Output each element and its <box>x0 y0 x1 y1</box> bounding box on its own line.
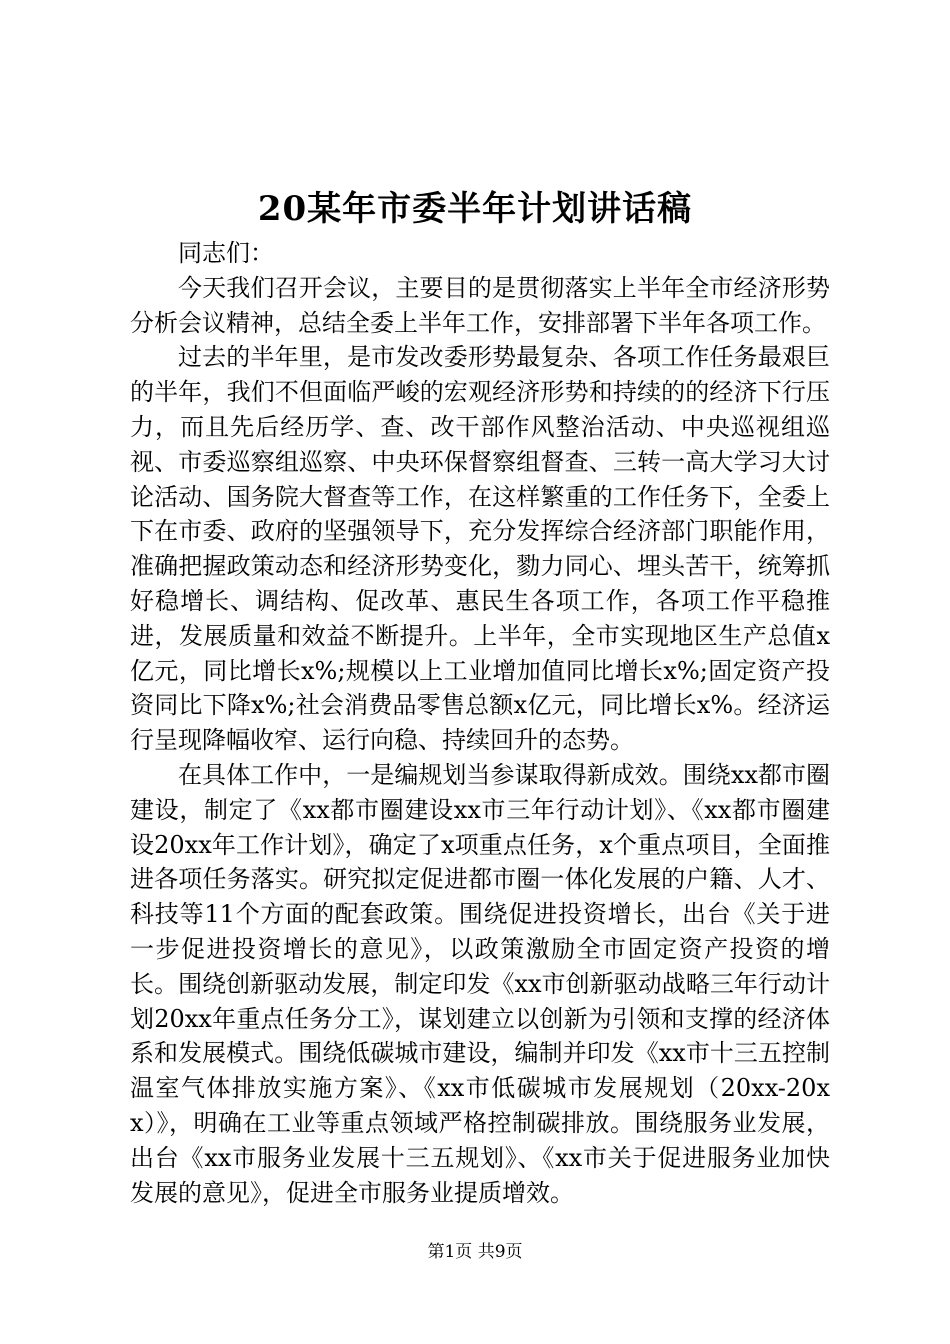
document-title: 20某年市委半年计划讲话稿 <box>257 189 693 229</box>
body-paragraph: 在具体工作中，一是编规划当参谋取得新成效。围绕xx都市圈建设，制定了《xx都市圈建设xx市三年行动计划》、《xx都市圈建设20xx年工作计划》，确定了x项重点任务，x个重点项目，全面推进各项任务落实。研究拟定促进都市圈一体化发展的户籍、人才、科技等11个方面的配套政策。围绕促进投资增长，出台《关于进一步促进投资增长的意见》，以政策激励全市固定资产投资的增长。围绕创新驱动发展，制定印发《xx市创新驱动战略三年行动计划20xx年重点任务分工》，谋划建立以创新为引领和支撑的经济体系和发展模式。围绕低碳城市建设，编制并印发《xx市十三五控制温室气体排放实施方案》、《xx市低碳城市发展规划（20xx-20xx）》，明确在工业等重点领域严格控制碳排放。围绕服务业发展，出台《xx市服务业发展十三五规划》、《xx市关于促进服务业加快发展的意见》，促进全市服务业提质增效。 <box>130 760 830 1207</box>
body-paragraph: 今天我们召开会议，主要目的是贯彻落实上半年全市经济形势分析会议精神，总结全委上半年工作，安排部署下半年各项工作。 <box>130 273 830 337</box>
document-body <box>130 236 830 1210</box>
salutation: 同志们： <box>178 239 274 267</box>
body-paragraph: 过去的半年里，是市发改委形势最复杂、各项工作任务最艰巨的半年，我们不但面临严峻的宏观经济形势和持续的的经济下行压力，而且先后经历学、查、改干部作风整治活动、中央巡视组巡视、市委巡察组巡察、中央环保督察组督查、三转一高大学习大讨论活动、国务院大督查等工作，在这样繁重的工作任务下，全委上下在市委、政府的坚强领导下，充分发挥综合经济部门职能作用，准确把握政策动态和经济形势变化，勠力同心、埋头苦干，统筹抓好稳增长、调结构、促改革、惠民生各项工作，各项工作平稳推进，发展质量和效益不断提升。上半年，全市实现地区生产总值x亿元，同比增长x%;规模以上工业增加值同比增长x%;固定资产投资同比下降x%;社会消费品零售总额x亿元，同比增长x%。经济运行呈现降幅收窄、运行向稳、持续回升的态势。 <box>130 343 830 755</box>
page-number-footer: 第1页 共9页 <box>427 1242 523 1262</box>
